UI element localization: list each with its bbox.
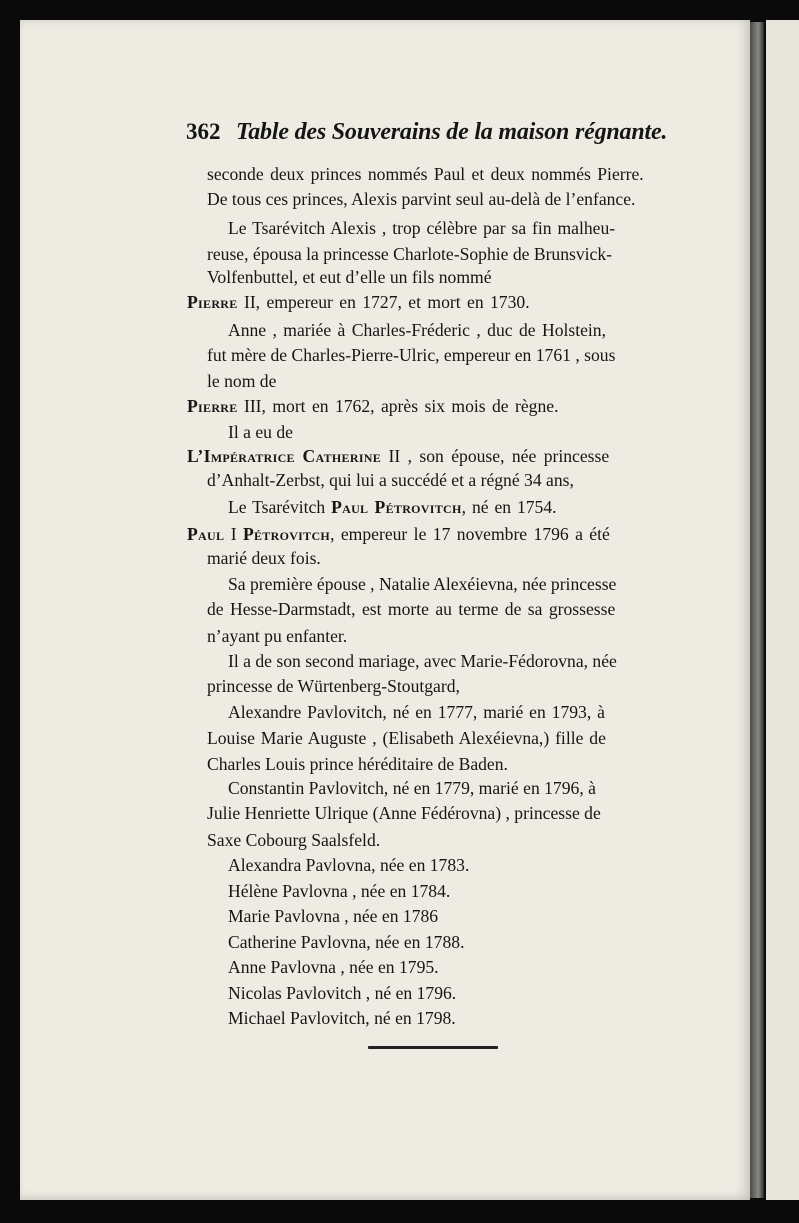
text-line: fut mère de Charles-Pierre-Ulric, empereur en 1761 , sous <box>207 345 616 365</box>
text-line: Julie Henriette Ulrique (Anne Fédérovna) , princesse de <box>207 803 601 823</box>
text-line: De tous ces princes, Alexis parvint seul au-delà de l’enfance. <box>207 189 636 209</box>
text-line: seconde deux princes nommés Paul et deux nommés Pierre. <box>207 164 644 184</box>
text-line: L’Impératrice Catherine II , son épouse, née princesse <box>187 446 610 466</box>
text-line: n’ayant pu enfanter. <box>207 626 348 646</box>
book-spine <box>750 22 764 1198</box>
text-line: Michael Pavlovitch, né en 1798. <box>228 1008 456 1028</box>
text-line: Anne , mariée à Charles-Fréderic , duc de Holstein, <box>228 320 607 340</box>
text-line: marié deux fois. <box>207 548 321 568</box>
text-line: le nom de <box>207 371 277 391</box>
text-line: Il a eu de <box>228 422 293 442</box>
text-line: Pierre III, mort en 1762, après six mois de règne. <box>187 396 559 416</box>
text-line: Le Tsarévitch Alexis , trop célèbre par sa fin malheu- <box>228 218 616 238</box>
text-line: Sa première épouse , Natalie Alexéievna, née princesse <box>228 574 617 594</box>
text-line: Catherine Pavlovna, née en 1788. <box>228 932 465 952</box>
text-line: d’Anhalt-Zerbst, qui lui a succédé et a régné 34 ans, <box>207 470 574 490</box>
text-line: Il a de son second mariage, avec Marie-Fédorovna, née <box>228 651 617 671</box>
text-line: Marie Pavlovna , née en 1786 <box>228 906 439 926</box>
text-line: Charles Louis prince héréditaire de Baden. <box>207 754 508 774</box>
text-line: Hélène Pavlovna , née en 1784. <box>228 881 451 901</box>
text-line: Volfenbuttel, et eut d’elle un fils nommé <box>207 267 492 287</box>
running-title: Table des Souverains de la maison régnante. <box>236 119 668 145</box>
text-line: Alexandre Pavlovitch, né en 1777, marié en 1793, à <box>228 702 605 722</box>
page-header <box>186 115 676 151</box>
text-line: Nicolas Pavlovitch , né en 1796. <box>228 983 457 1003</box>
page-number: 362 <box>186 119 221 144</box>
text-line: Alexandra Pavlovna, née en 1783. <box>228 855 470 875</box>
text-line: de Hesse-Darmstadt, est morte au terme de sa grossesse <box>207 599 616 619</box>
facing-page-edge <box>766 20 799 1200</box>
text-line: Louise Marie Auguste , (Elisabeth Alexéievna,) fille de <box>207 728 606 748</box>
text-line: Anne Pavlovna , née en 1795. <box>228 957 439 977</box>
text-line: Paul I Pétrovitch, empereur le 17 novembre 1796 a été <box>187 524 610 544</box>
text-line: princesse de Würtenberg-Stoutgard, <box>207 676 460 696</box>
end-rule <box>368 1046 498 1049</box>
text-line: Constantin Pavlovitch, né en 1779, marié en 1796, à <box>228 778 596 798</box>
text-line: Le Tsarévitch Paul Pétrovitch, né en 1754. <box>228 497 557 517</box>
text-line: Saxe Cobourg Saalsfeld. <box>207 830 381 850</box>
text-line: Pierre II, empereur en 1727, et mort en 1730. <box>187 292 530 312</box>
text-line: reuse, épousa la princesse Charlote-Sophie de Brunsvick- <box>207 244 613 264</box>
